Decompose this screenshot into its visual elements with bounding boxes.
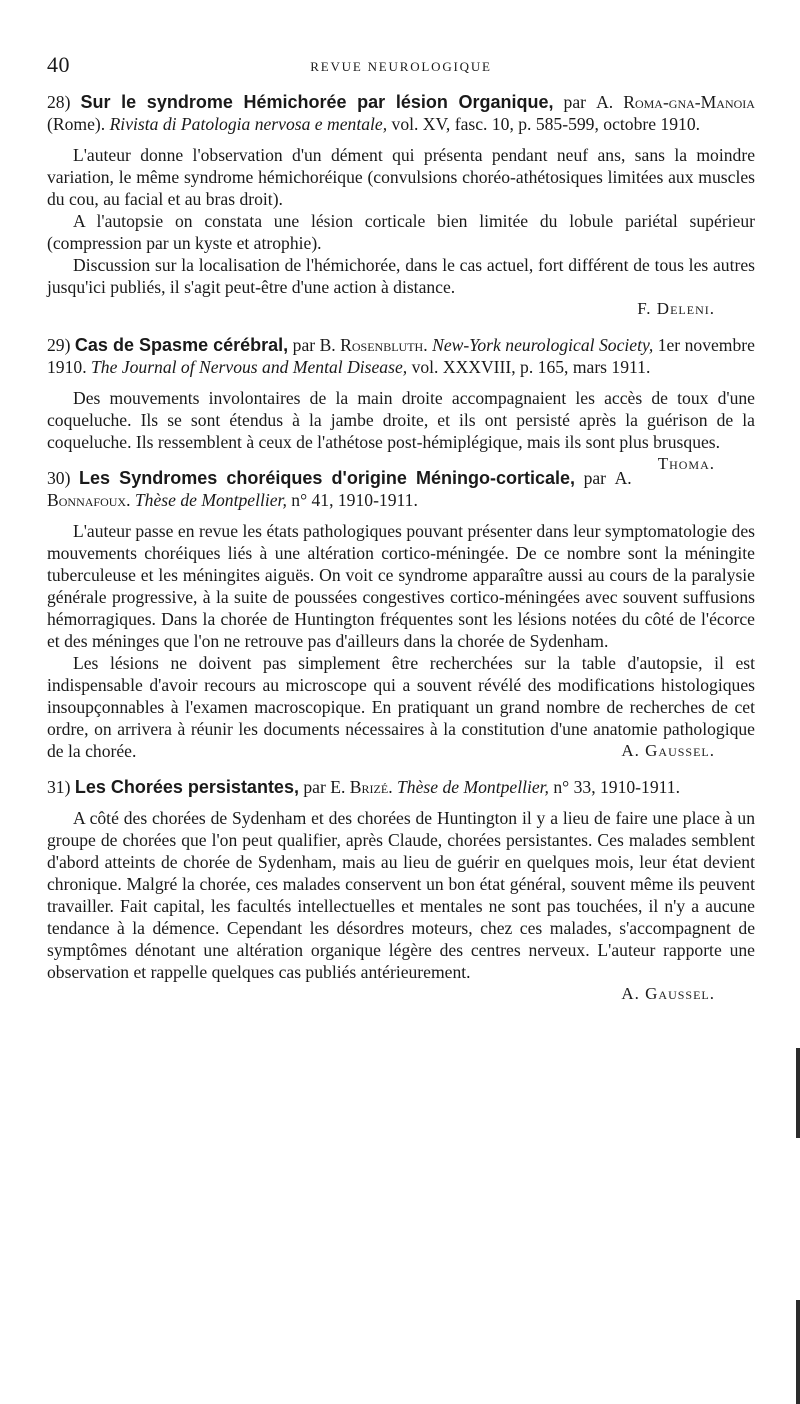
entry-author: A. Bonnafoux. xyxy=(47,468,632,510)
abstract-entry-30 xyxy=(47,467,755,762)
entry-title: Sur le syndrome Hémichorée par lésion Organique, xyxy=(80,92,554,112)
abstract-paragraph-text: Des mouvements involontaires de la main droite accompagnaient les accès de toux d'une coqueluche. Ils se sont étendus à la jambe droite, et ils ont persisté après la guérison de la coqueluche. Ils ressemblent à ceux de l'athétose post-hémiplégique, mais ils sont plus brusques. xyxy=(47,388,755,452)
entry-by: par xyxy=(563,92,587,112)
abstract-entry-31 xyxy=(47,776,755,1005)
entry-heading xyxy=(47,91,755,135)
page-number: 40 xyxy=(47,52,70,77)
entry-details: 1er novembre 1910. xyxy=(47,335,755,377)
abstract-paragraph: A l'autopsie on constata une lésion corticale bien limitée du lobule pariétal supérieur (compression par un kyste et atrophie). xyxy=(47,211,755,253)
abstract-paragraph: Discussion sur la localisation de l'hémichorée, dans le cas actuel, fort différent de tous les autres jusqu'ici publiés, il s'agit peut-être d'une action à distance. xyxy=(47,255,755,297)
entry-details-secondary: vol. XXXVIII, p. 165, mars 1911. xyxy=(411,357,651,377)
scan-edge-mark xyxy=(796,1300,800,1404)
entry-heading xyxy=(47,776,755,798)
entry-author: B. Rosenbluth. xyxy=(319,335,428,355)
entry-by: par xyxy=(303,777,326,797)
reviewer-signature: A. Gaussel. xyxy=(621,984,715,1003)
entry-journal: Thèse de Montpellier, xyxy=(397,777,549,797)
abstract-paragraph xyxy=(47,387,755,473)
entry-by: par xyxy=(292,335,316,355)
entry-number: 29) xyxy=(47,335,71,355)
abstract-paragraph: A côté des chorées de Sydenham et des chorées de Huntington il y a lieu de faire une place à un groupe de chorées que l'on peut qualifier, après Claude, chorées persistantes. Ces malades semblent d'abord atteints de chorée de Sydenham, mais au lieu de guérir en quelques mois, leur état devient chronique. Malgré la chorée, ces malades conservent un bon état général, souvent même ils peuvent travailler. Fait capital, les facultés intellectuelles et mentales ne sont pas touchées, il n'y a aucune tendance à la démence. Cependant les désordres moteurs, chez ces malades, s'accompagnent de symptômes dénotant une altération organique légère des centres nerveux. L'auteur rapporte une observation et rappelle quelques cas publiés antérieurement. xyxy=(47,808,755,982)
scan-edge-mark xyxy=(796,1048,800,1138)
entry-details: vol. XV, fasc. 10, p. 585-599, octobre 1910. xyxy=(391,114,701,134)
abstract-paragraph-text: Les lésions ne doivent pas simplement être recherchées sur la table d'autopsie, il est indispensable d'avoir recours au microscope qui a souvent révélé des modifications histologiques insoupçonnables à l'examen macroscopique. En pratiquant un grand nombre de recherches de cet ordre, on arrivera à réunir les documents nécessaires à la constitution d'une anatomie pathologique de la chorée. xyxy=(47,653,755,761)
entry-place: (Rome). xyxy=(47,114,106,134)
journal-page xyxy=(47,52,755,1005)
entry-heading xyxy=(47,334,755,378)
abstract-paragraph xyxy=(47,652,755,762)
entry-title: Les Syndromes choréiques d'origine Méningo-corticale, xyxy=(79,468,575,488)
entry-details: n° 33, 1910-1911. xyxy=(553,777,680,797)
entry-author: A. Roma-gna-Manoia xyxy=(596,92,755,112)
entry-journal: Thèse de Montpellier, xyxy=(134,490,287,510)
entry-number: 31) xyxy=(47,777,71,797)
entry-journal: New-York neurological Society, xyxy=(432,335,654,355)
reviewer-signature: F. Deleni. xyxy=(637,299,715,318)
entry-journal-secondary: The Journal of Nervous and Mental Disease, xyxy=(91,357,408,377)
entry-title: Cas de Spasme cérébral, xyxy=(74,335,289,355)
reviewer-signature: Thoma. xyxy=(657,454,715,473)
entry-number: 30) xyxy=(47,468,71,488)
abstract-paragraph: L'auteur passe en revue les états pathologiques pouvant présenter dans leur symptomatologie des mouvements choréiques liés à une altération cortico-méningée. De ce nombre sont la méningite tuberculeuse et les méningites aiguës. On voit ce syndrome apparaître aussi au cours de la paralysie générale progressive, à la suite de poussées congestives cortico-méningées avec souvent suffusions hémorragiques. Dans la chorée de Huntington fréquentes sont les lésions notées du côté de l'écorce et des méninges que l'on ne retrouve pas d'ailleurs dans la chorée de Sydenham. xyxy=(47,521,755,651)
entry-number: 28) xyxy=(47,92,71,112)
page-header xyxy=(47,52,755,82)
entry-author: E. Brizé. xyxy=(330,777,393,797)
abstract-paragraph: L'auteur donne l'observation d'un dément qui présenta pendant neuf ans, sans la moindre variation, le même syndrome hémichoréique (convulsions choréo-athétosiques limitées aux muscles du cou, au facial et au bras droit). xyxy=(47,145,755,209)
abstract-entry-29 xyxy=(47,334,755,473)
running-title: REVUE NEUROLOGIQUE xyxy=(310,59,492,74)
abstract-entry-28 xyxy=(47,91,755,320)
entry-by: par xyxy=(583,468,607,488)
entry-details: n° 41, 1910-1911. xyxy=(291,490,418,510)
entry-title: Les Chorées persistantes, xyxy=(74,777,299,797)
entry-journal: Rivista di Patologia nervosa e mentale, xyxy=(109,114,388,134)
reviewer-signature: A. Gaussel. xyxy=(621,741,715,760)
